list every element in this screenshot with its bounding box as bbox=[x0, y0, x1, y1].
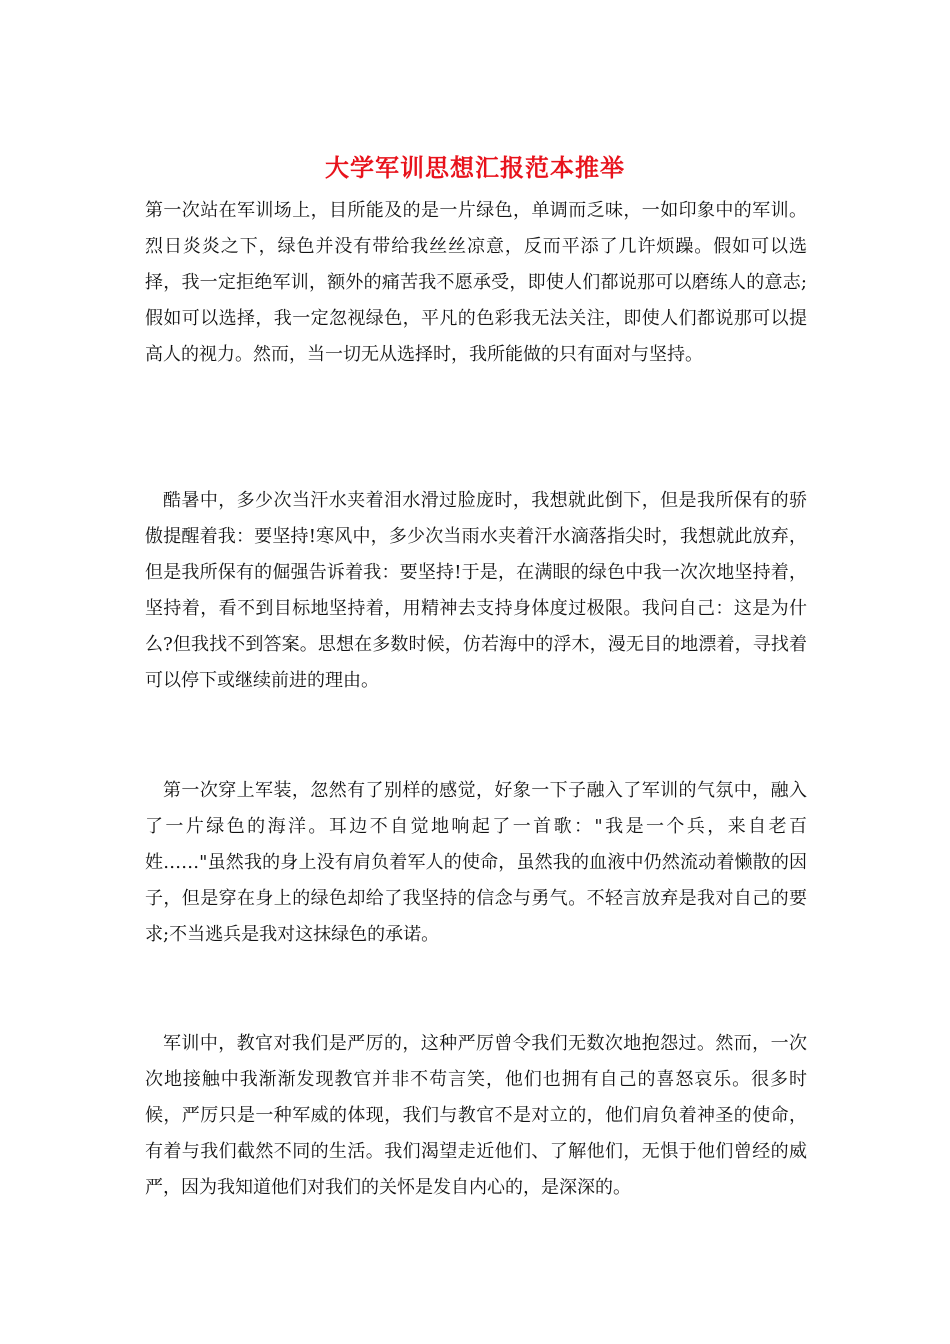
document-title: 大学军训思想汇报范本推举 bbox=[325, 153, 625, 182]
paragraph-1: 第一次站在军训场上，目所能及的是一片绿色，单调而乏味，一如印象中的军训。烈日炎炎之下，绿色并没有带给我丝丝凉意，反而平添了几许烦躁。假如可以选择，我一定拒绝军训，额外的痛苦我不愿承受，即使人们都说那可以磨练人的意志;假如可以选择，我一定忽视绿色，平凡的色彩我无法关注，即使人们都说那可以提高人的视力。然而，当一切无从选择时，我所能做的只有面对与坚持。 bbox=[145, 200, 807, 365]
paragraph-2: 酷暑中，多少次当汗水夹着泪水滑过脸庞时，我想就此倒下，但是我所保有的骄傲提醒着我：要坚持!寒风中，多少次当雨水夹着汗水滴落指尖时，我想就此放弃，但是我所保有的倔强告诉着我：要坚持!于是，在满眼的绿色中我一次次地坚持着，坚持着，看不到目标地坚持着，用精神去支持身体度过极限。我问自己：这是为什么?但我找不到答案。思想在多数时候，仿若海中的浮木，漫无目的地漂着，寻找着可以停下或继续前进的理由。 bbox=[145, 490, 807, 691]
paragraph-3: 第一次穿上军装，忽然有了别样的感觉，好象一下子融入了军训的气氛中，融入了一片绿色的海洋。耳边不自觉地响起了一首歌："我是一个兵，来自老百姓……"虽然我的身上没有肩负着军人的使命，虽然我的血液中仍然流动着懒散的因子，但是穿在身上的绿色却给了我坚持的信念与勇气。不轻言放弃是我对自己的要求;不当逃兵是我对这抹绿色的承诺。 bbox=[145, 780, 807, 945]
paragraph-4: 军训中，教官对我们是严厉的，这种严厉曾令我们无数次地抱怨过。然而，一次次地接触中我渐渐发现教官并非不苟言笑，他们也拥有自己的喜怒哀乐。很多时候，严厉只是一种军威的体现，我们与教官不是对立的，他们肩负着神圣的使命，有着与我们截然不同的生活。我们渴望走近他们、了解他们，无惧于他们曾经的威严，因为我知道他们对我们的关怀是发自内心的，是深深的。 bbox=[145, 1033, 807, 1198]
